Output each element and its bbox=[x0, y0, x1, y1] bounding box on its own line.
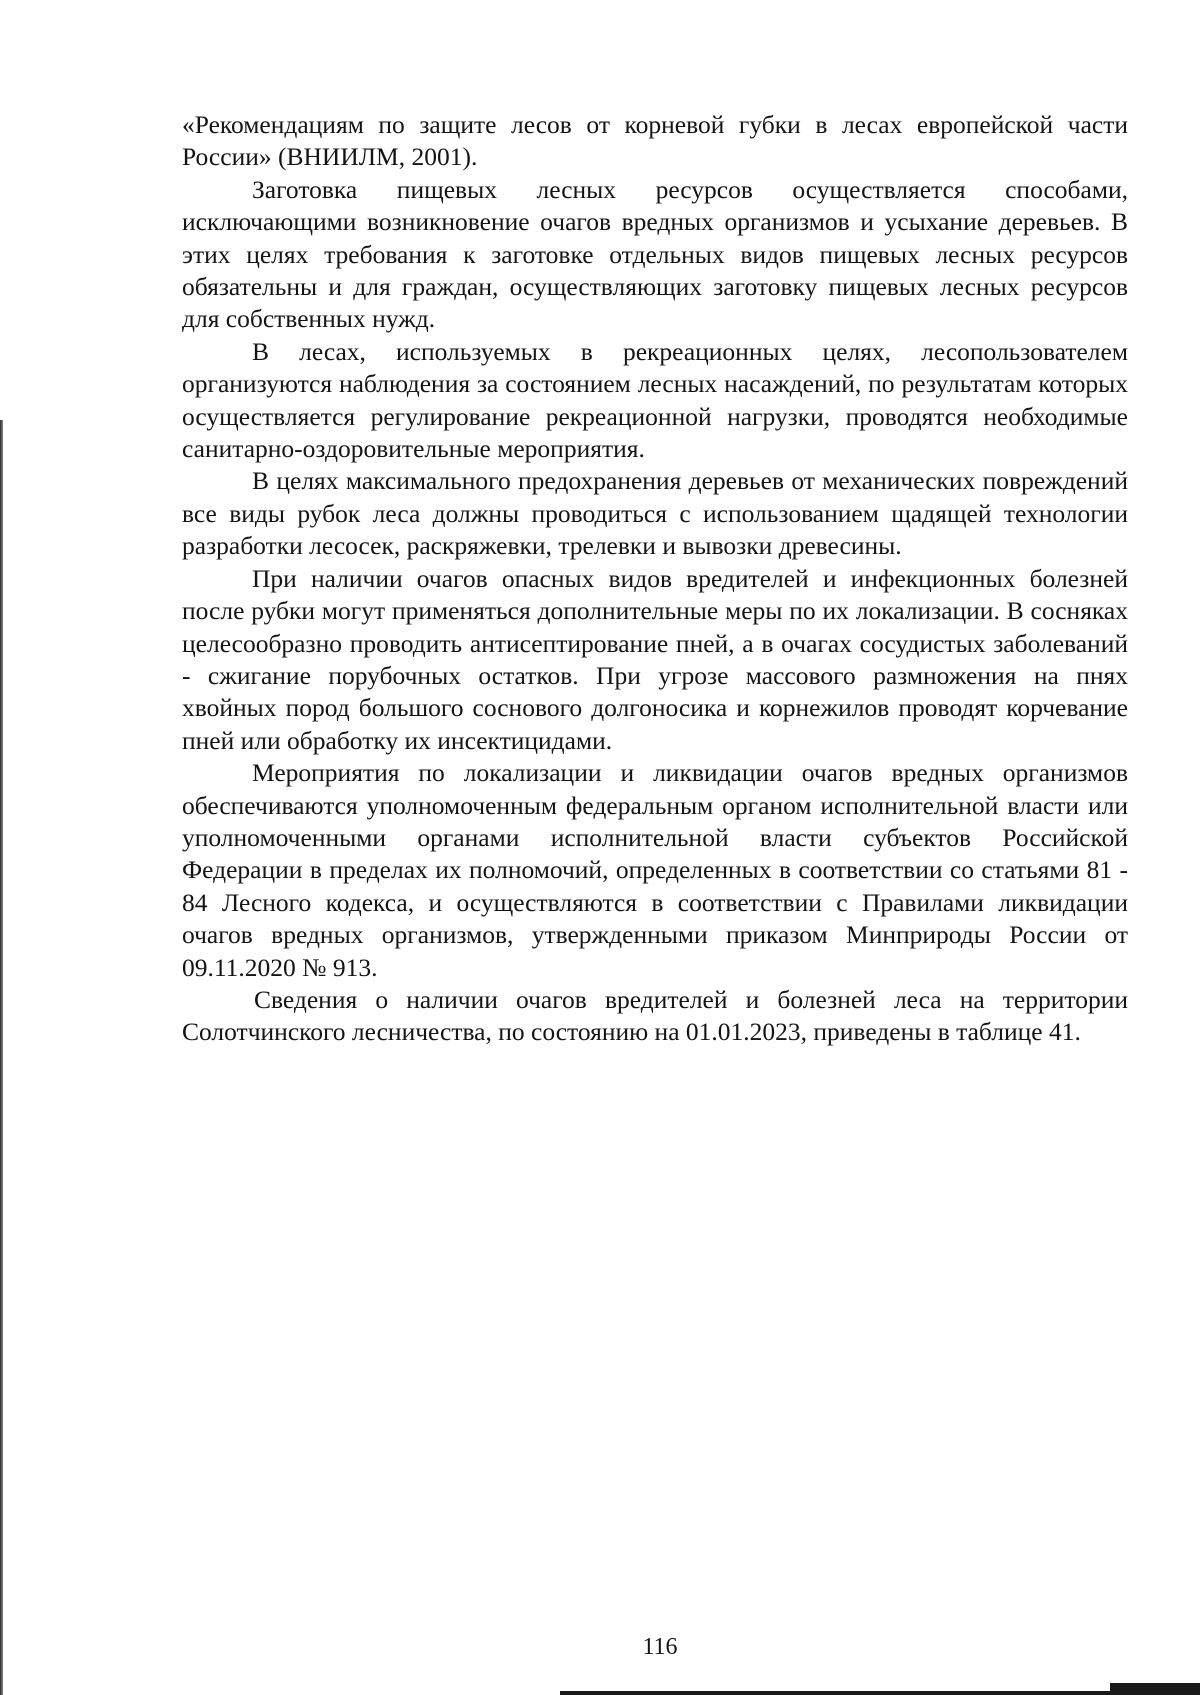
paragraph-measures-authority: Мероприятия по локализации и ликвидации очагов вредных организмов обеспечиваются уполномоченным федеральным органом исполнительной власти или уполномоченными органами исполнительной власти субъектов Российской Федерации в пределах их полномочий, определенных в соответствии со статьями 81 - 84 Лесного кодекса, и осуществляются в соответствии с Правилами ликвидации очагов вредных организмов, утвержденными приказом Минприроды России от 09.11.2020 № 913. bbox=[182, 758, 1128, 982]
paragraph-logging-technology: В целях максимального предохранения деревьев от механических повреждений все виды рубок леса должны проводиться с использованием щадящей технологии разработки лесосек, раскряжевки, трелевки и вывозки древесины. bbox=[182, 466, 1128, 561]
paragraph-table-reference: Сведения о наличии очагов вредителей и болезней леса на территории Солотчинского лесничества, по состоянию на 01.01.2023, приведены в таблице 41. bbox=[182, 984, 1128, 1047]
page-number: 116 bbox=[642, 1634, 678, 1660]
document-body bbox=[182, 109, 1128, 1049]
paragraph-recreation: В лесах, используемых в рекреационных целях, лесопользователем организуются наблюдения за состоянием лесных насаждений, по результатам которых осуществляется регулирование рекреационной нагрузки, проводятся необходимые санитарно-оздоровительные мероприятия. bbox=[182, 336, 1128, 464]
scan-edge-left bbox=[0, 420, 3, 1695]
paragraph-continuation: «Рекомендациям по защите лесов от корневой губки в лесах европейской части России» (ВНИИЛМ, 2001). bbox=[182, 110, 1128, 172]
paragraph-food-resources: Заготовка пищевых лесных ресурсов осуществляется способами, исключающими возникновение очагов вредных организмов и усыхание деревьев. В этих целях требования к заготовке отдельных видов пищевых лесных ресурсов обязательны и для граждан, осуществляющих заготовку пищевых лесных ресурсов для собственных нужд. bbox=[182, 174, 1128, 334]
paragraph-pest-localization: При наличии очагов опасных видов вредителей и инфекционных болезней после рубки могут применяться дополнительные меры по их локализации. В сосняках целесообразно проводить антисептирование пней, а в очагах сосудистых заболеваний - сжигание порубочных остатков. При угрозе массового размножения на пнях хвойных пород большого соснового долгоносика и корнежилов проводят корчевание пней или обработку их инсектицидами. bbox=[182, 563, 1128, 755]
scan-edge-bottom bbox=[560, 1691, 1200, 1695]
scan-edge-bottom-right bbox=[1110, 1683, 1200, 1695]
